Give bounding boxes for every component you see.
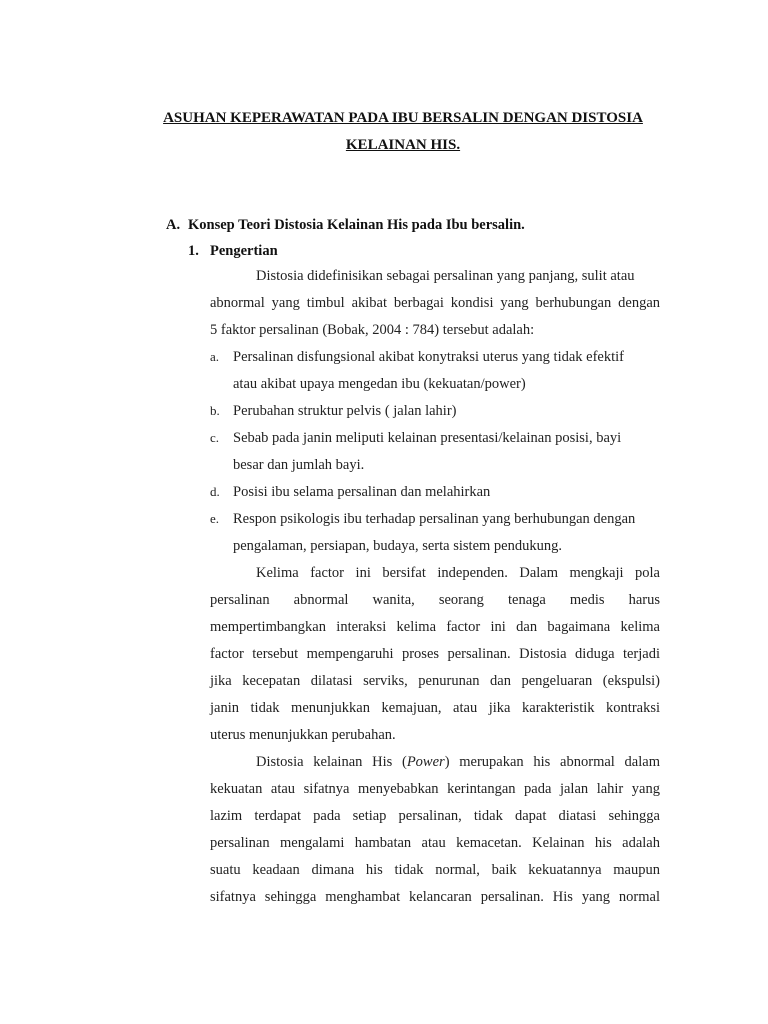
para2-line: Kelima factor ini bersifat independen. Dalam mengkaji pola (256, 565, 660, 581)
list-item-text: besar dan jumlah bayi. (233, 457, 365, 473)
para2-line: janin tidak menunjukkan kemajuan, atau jika karakteristik kontraksi (210, 700, 660, 716)
section-a-heading (166, 217, 525, 234)
para3-text: ) merupakan his abnormal dalam (444, 754, 660, 770)
list-item-text: pengalaman, persiapan, budaya, serta sistem pendukung. (233, 538, 562, 554)
subsection-1-text: Pengertian (210, 243, 278, 259)
list-item-text: Perubahan struktur pelvis ( jalan lahir) (233, 403, 457, 419)
list-item-text: Posisi ibu selama persalinan dan melahirkan (233, 484, 491, 500)
para1-line: abnormal yang timbul akibat berbagai kondisi yang berhubungan dengan (210, 295, 660, 311)
subsection-1-heading (188, 243, 278, 260)
para2-line: factor tersebut mempengaruhi proses persalinan. Distosia diduga terjadi (210, 646, 660, 662)
list-item-text: atau akibat upaya mengedan ibu (kekuatan/power) (233, 376, 526, 392)
para3-line: persalinan mengalami hambatan atau kemacetan. Kelainan his adalah (210, 835, 660, 851)
list-item-text: Persalinan disfungsional akibat konytraksi uterus yang tidak efektif (233, 349, 625, 365)
para2-line: jika kecepatan dilatasi serviks, penurunan dan pengeluaran (ekspulsi) (210, 673, 660, 689)
para3-line: lazim terdapat pada setiap persalinan, tidak dapat diatasi sehingga (210, 808, 660, 824)
para1-line: 5 faktor persalinan (Bobak, 2004 : 784) tersebut adalah: (210, 322, 535, 338)
para3-text: Distosia kelainan His ( (256, 754, 407, 770)
subsection-1-marker: 1. (188, 243, 199, 259)
section-a-text: Konsep Teori Distosia Kelainan His pada Ibu bersalin. (188, 217, 525, 233)
list-marker: a. (210, 349, 220, 364)
list-marker: b. (210, 403, 220, 418)
para3-line: kekuatan atau sifatnya menyebabkan kerintangan pada jalan lahir yang (210, 781, 660, 797)
list-marker: d. (210, 484, 220, 499)
document-title-line-1: ASUHAN KEPERAWATAN PADA IBU BERSALIN DENGAN DISTOSIA (163, 110, 643, 126)
document-title-line-2: KELAINAN HIS. (345, 137, 461, 153)
list-marker: c. (210, 430, 220, 445)
para3-line: suatu keadaan dimana his tidak normal, baik kekuatannya maupun (210, 862, 660, 878)
list-item-text: Respon psikologis ibu terhadap persalinan yang berhubungan dengan (233, 511, 636, 527)
list-item-text: Sebab pada janin meliputi kelainan presentasi/kelainan posisi, bayi (233, 430, 622, 446)
para2-line: mempertimbangkan interaksi kelima factor ini dan bagaimana kelima (210, 619, 660, 635)
para3-line: sifatnya sehingga menghambat kelancaran persalinan. His yang normal (210, 889, 660, 905)
para1-line: Distosia didefinisikan sebagai persalinan yang panjang, sulit atau (256, 268, 635, 284)
para2-line: uterus menunjukkan perubahan. (210, 727, 396, 743)
para3-first-line (256, 754, 660, 771)
section-a-marker: A. (166, 217, 181, 233)
para3-italic-term: Power (406, 754, 445, 770)
list-marker: e. (210, 511, 220, 526)
para2-line: persalinan abnormal wanita, seorang tenaga medis harus (210, 592, 660, 608)
